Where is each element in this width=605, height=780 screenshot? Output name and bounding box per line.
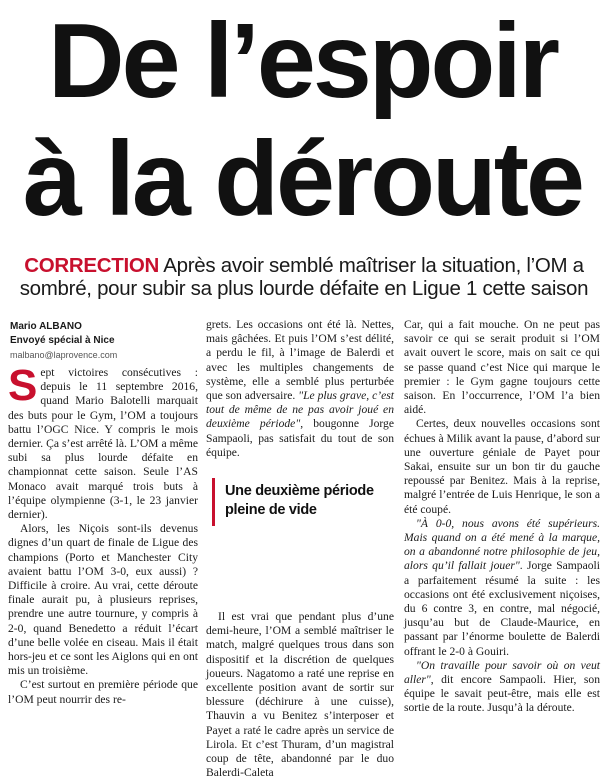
article-paragraph bbox=[8, 361, 198, 522]
article-paragraph: C’est surtout en première période que l’OM peut nourrir des re- bbox=[8, 678, 198, 706]
article-paragraph bbox=[404, 517, 600, 659]
article-paragraph bbox=[404, 659, 600, 716]
article-column-3 bbox=[404, 318, 600, 716]
article-column-2 bbox=[206, 318, 394, 780]
article-column-1 bbox=[8, 361, 198, 707]
paragraph-text: , dit encore Sampaoli. Hier, son équipe le savait peut-être, mais elle est sortie de la route. Jusqu’à la déroute. bbox=[404, 673, 600, 715]
article-paragraph bbox=[206, 318, 394, 460]
drop-cap: S bbox=[8, 361, 38, 410]
article-paragraph: Alors, les Niçois sont-ils devenus dignes d’un quart de finale de Ligue des champions (Porto et Manchester City avaient battu l’OM 3-0, eux aussi) ? Difficile à croire. Au vrai, cette déroute finale aurait pu, à plusieurs reprises, prendre une autre tournure, y compris à 2-0, quand Benedetto a réduit l’écart d’une belle volée en ciseau. Mais il était hors-jeu et ce sont les Aiglons qui en ont mis un troisième. bbox=[8, 522, 198, 678]
deck bbox=[12, 254, 596, 300]
intertitle: Une deuxième période pleine de vide bbox=[212, 478, 399, 526]
article-paragraph: Il est vrai que pendant plus d’une demi-heure, l’OM a semblé maîtriser le match, malgré quelques trous dans son dispositif et la discrétion de quelques joueurs. Nagatomo a raté une reprise en excellente position avant de sortir sur blessure (déchirure à une cuisse), Thauvin a vu Benitez s’interposer et Payet a raté le cadre après un service de Lirola. Et c’est Thuram, d’un magistral coup de tête, abandonné par le duo Balerdi-Caleta bbox=[206, 610, 394, 780]
paragraph-text: , bougonne Jorge Sampaoli, pas satisfait du tout de son équipe. bbox=[206, 417, 395, 459]
byline-role: Envoyé spécial à Nice bbox=[10, 335, 115, 346]
paragraph-text: . Jorge Sampaoli a parfaitement résumé la suite : les occasions ont été exclusivement niçoises, du 6 contre 3, en contre, mal négocié, jusqu’au but de Claude-Maurice, en passant par l’énorme boulette de Balerdi offrant le 2-0 à Gouiri. bbox=[404, 559, 600, 658]
quote-text: "Le plus grave, c’est tout de même de ne pas avoir joué en deuxième période" bbox=[206, 389, 394, 431]
quote-text: "À 0-0, nous avons été supérieurs. Mais quand on a été mené à la marque, on a abandonné notre philosophie de jeu, alors qu’il fallait jouer" bbox=[404, 516, 600, 573]
byline-email[interactable]: malbano@laprovence.com bbox=[10, 350, 118, 360]
quote-text: "On travaille pour savoir où on veut aller" bbox=[404, 658, 600, 687]
deck-kicker: CORRECTION bbox=[24, 254, 160, 277]
article-paragraph: Car, qui a fait mouche. On ne peut pas savoir ce qui se serait produit si l’OM avait ouvert le score, mais on sait ce qui se passe quand c’est Nice qui marque le premier : le Gym gagne toujours cette saison. En l’occurrence, l’OM l’a bien aidé. bbox=[404, 318, 600, 417]
paragraph-text: ept victoires consécutives : depuis le 11 septembre 2016, quand Mario Balotelli marquait des buts pour le Gym, l’OM a toujours battu l’OGC Nice. Y compris le mois dernier. Ça s’est arrêté là. L’OM a même subi sa plus lourde défaite en championnat cette saison. Seule l’AS Monaco avait marqué trois buts à l’équipe olympienne (3-1, le 23 janvier dernier). bbox=[8, 366, 198, 522]
headline-line-2: à la déroute bbox=[23, 120, 582, 238]
deck-text: Après avoir semblé maîtriser la situation, l’OM a sombré, pour subir sa plus lourde défaite en Ligue 1 cette saison bbox=[19, 254, 589, 300]
headline-line-1: De l’espoir bbox=[48, 2, 557, 120]
byline-author: Mario ALBANO bbox=[10, 321, 82, 332]
article-paragraph: Certes, deux nouvelles occasions sont échues à Milik avant la pause, d’abord sur une ouverture géniale de Payet pour Sakai, ensuite sur un bon tir du gauche repoussé par Benitez. Mais à la reprise, malgré l’entrée de Luis Henrique, le son a été coupé. bbox=[404, 417, 600, 516]
paragraph-text: grets. Les occasions ont été là. Nettes, mais gâchées. Et puis l’OM s’est délité, a perdu le fil, à l’image de Balerdi et avec les multiples changements de système, elle a semblé plus perturbée que son adversaire. bbox=[206, 318, 394, 403]
byline bbox=[10, 320, 200, 362]
